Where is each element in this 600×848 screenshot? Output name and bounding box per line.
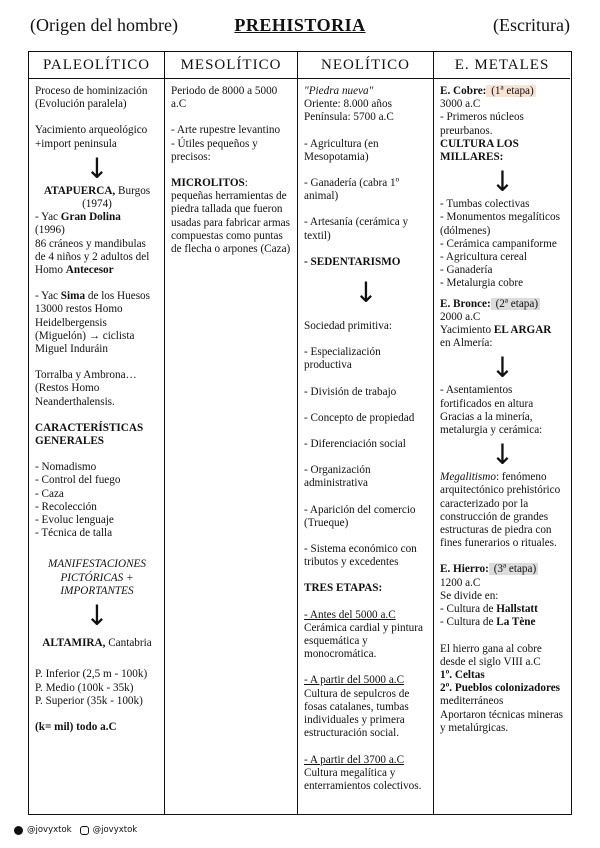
header-right: (Escritura) bbox=[493, 15, 570, 35]
list-item: - Evoluc lenguaje bbox=[35, 514, 114, 527]
oriente: Oriente: 8.000 años bbox=[304, 98, 392, 111]
sociedad: Sociedad primitiva: bbox=[304, 320, 392, 333]
header-left: (Origen del hombre) bbox=[30, 15, 178, 35]
column-title: MESOLÍTICO bbox=[165, 52, 297, 79]
bronce-heading: E. Bronce: (2ª etapa) bbox=[440, 297, 539, 310]
gran-dolina: - Yac Gran Dolina bbox=[35, 211, 121, 224]
manifestaciones: MANIFESTACIONES PICTÓRICAS + IMPORTANTES bbox=[48, 558, 146, 597]
list-item: - Metalurgia cobre bbox=[440, 277, 524, 290]
cobre-heading: E. Cobre: (1ª etapa) bbox=[440, 85, 534, 97]
arrow-down-icon: ↓ bbox=[490, 438, 515, 472]
cobre-detail: - Primeros núcleos preurbanos. bbox=[440, 111, 524, 137]
mediterraneos: mediterráneos bbox=[440, 695, 504, 708]
list-item: - Recolección bbox=[35, 500, 97, 513]
etapa-1-text: Cerámica cardial y pintura esquemática y monocromática. bbox=[304, 621, 423, 661]
periods-list bbox=[35, 668, 159, 708]
list-item: - Control del fuego bbox=[35, 474, 121, 487]
arrow-down-icon: ↓ bbox=[354, 276, 378, 310]
arrow-down-icon: ↓ bbox=[85, 151, 109, 185]
etapa-3-text: Cultura megalítica y enterramientos colectivos. bbox=[304, 766, 422, 792]
tiktok-handle[interactable]: @jovyxtok bbox=[27, 825, 72, 835]
timeline-table bbox=[28, 51, 572, 815]
sima-detail: 13000 restos Homo Heidelbergensis (Miguelón) → ciclista Miguel Induráin bbox=[35, 303, 135, 356]
la-tene: - Cultura de La Tène bbox=[440, 616, 536, 629]
text-p1: Periodo de 8000 a 5000 a.C bbox=[171, 85, 278, 111]
column-title: PALEOLÍTICO bbox=[29, 52, 164, 79]
list-item: - Ganadería bbox=[440, 264, 493, 277]
etapa-2-text: Cultura de sepulcros de fosas catalanes, tumbas individuales y primera estructuración social. bbox=[304, 687, 410, 740]
list-item: - Organización administrativa bbox=[304, 464, 371, 490]
list-item: - Aparición del comercio (Trueque) bbox=[304, 503, 416, 529]
text-p2: Yacimiento arqueológico +import peninsula bbox=[35, 124, 148, 150]
list-item: - Caza bbox=[35, 487, 64, 500]
list-item: P. Medio (100k - 35k) bbox=[35, 681, 134, 694]
list-item: - Diferenciación social bbox=[304, 438, 406, 451]
microlitos: MICROLITOS: pequeñas herramientas de piedra tallada que fueron usadas para fabricar armas compuestas como puntas de flecha o arpones (Caza) bbox=[171, 177, 291, 256]
instagram-handle[interactable]: @jovyxtok bbox=[92, 825, 138, 835]
etapa-1-title: - Antes del 5000 a.C bbox=[304, 608, 396, 621]
asentamientos: - Asentamientos fortificados en altura Gracias a la minería, metalurgia y cerámica: bbox=[440, 384, 543, 437]
torralba: Torralba y Ambrona… (Restos Homo Neanderthalensis. bbox=[35, 369, 137, 408]
arrow-down-icon: ↓ bbox=[85, 599, 109, 633]
artesania: - Artesanía (cerámica y textil) bbox=[304, 216, 409, 242]
list-item: - Nomadismo bbox=[35, 461, 97, 474]
list-item: - Monumentos megalíticos (dólmenes) bbox=[440, 211, 560, 237]
list-item: - Técnica de talla bbox=[35, 527, 113, 540]
text-p2: - Arte rupestre levantino bbox=[171, 124, 281, 137]
millares-heading: CULTURA LOS MILLARES: bbox=[440, 137, 519, 164]
page-header bbox=[0, 0, 600, 46]
megalitismo: Megalitismo: fenómeno arquitectónico prehistórico caracterizado por la construcción de grandes estructuras de piedra con fines funerarios o rituales. bbox=[440, 471, 561, 550]
peninsula: Península: 5700 a.C bbox=[304, 111, 394, 124]
cobre-year: 3000 a.C bbox=[440, 98, 481, 111]
page-title: PREHISTORIA bbox=[234, 15, 366, 35]
list-item: - Especialización productiva bbox=[304, 346, 381, 372]
text-p3: - Útiles pequeños y precisos: bbox=[171, 137, 258, 163]
argar-location: en Almería: bbox=[440, 337, 493, 350]
sedentarismo: - SEDENTARISMO bbox=[304, 255, 401, 268]
column-paleolitico bbox=[29, 52, 164, 814]
column-metales bbox=[433, 52, 570, 814]
arrow-down-icon: ↓ bbox=[490, 351, 515, 385]
aportaron: Aportaron técnicas mineras y metalúrgicas. bbox=[440, 708, 564, 734]
altamira: ALTAMIRA, Cantabria bbox=[42, 637, 152, 650]
hierro-year: 1200 a.C bbox=[440, 576, 481, 589]
hallstatt: - Cultura de Hallstatt bbox=[440, 603, 538, 616]
column-neolitico bbox=[297, 52, 433, 814]
list-item: - Concepto de propiedad bbox=[304, 411, 415, 424]
list-item: - Agricultura cereal bbox=[440, 251, 527, 264]
etapa-2-title: - A partir del 5000 a.C bbox=[304, 674, 405, 687]
hierro-heading: E. Hierro: (3ª etapa) bbox=[440, 563, 537, 576]
list-item: - Cerámica campaniforme bbox=[440, 237, 557, 250]
text-p1: Proceso de hominización (Evolución paralela) bbox=[35, 85, 148, 111]
ganaderia: - Ganadería (cabra 1º animal) bbox=[304, 177, 400, 203]
gran-dolina-year: (1996) bbox=[35, 224, 65, 237]
caracteristicas-list bbox=[35, 461, 159, 540]
gran-dolina-detail: 86 cráneos y mandibulas de 4 niños y 2 adultos del Homo Antecesor bbox=[35, 237, 150, 277]
tiktok-icon bbox=[14, 826, 23, 835]
note: (k= mil) todo a.C bbox=[35, 720, 117, 733]
etapa-3-title: - A partir del 3700 a.C bbox=[304, 753, 405, 766]
list-item: P. Inferior (2,5 m - 100k) bbox=[35, 668, 148, 681]
list-item: - División de trabajo bbox=[304, 385, 397, 398]
arrow-down-icon: ↓ bbox=[490, 165, 515, 199]
bronce-year: 2000 a.C bbox=[440, 310, 481, 323]
instagram-icon bbox=[80, 826, 89, 835]
column-title: NEOLÍTICO bbox=[298, 52, 433, 79]
atapuerca: ATAPUERCA, Burgos (1974) bbox=[43, 184, 151, 211]
divide: Se divide en: bbox=[440, 589, 499, 602]
tres-etapas: TRES ETAPAS: bbox=[304, 582, 383, 595]
agricultura: - Agricultura (en Mesopotamia) bbox=[304, 137, 379, 163]
list-item: P. Superior (35k - 100k) bbox=[35, 694, 143, 707]
footer bbox=[14, 825, 137, 835]
list-item: - Sistema económico con tributos y excedentes bbox=[304, 543, 417, 569]
quote: "Piedra nueva" bbox=[304, 85, 374, 97]
column-mesolitico bbox=[164, 52, 297, 814]
caracteristicas-heading: CARACTERÍSTICAS GENERALES bbox=[35, 421, 144, 448]
celtas: 1º. Celtas bbox=[440, 668, 485, 681]
list-item: - Tumbas colectivas bbox=[440, 198, 530, 211]
hierro-gana: El hierro gana al cobre desde el siglo VIII a.C bbox=[440, 642, 542, 668]
column-title: E. METALES bbox=[434, 52, 570, 79]
sima: - Yac Sima de los Huesos bbox=[35, 290, 150, 303]
argar: Yacimiento EL ARGAR bbox=[440, 324, 552, 337]
pueblos: 2º. Pueblos colonizadores bbox=[440, 682, 561, 695]
